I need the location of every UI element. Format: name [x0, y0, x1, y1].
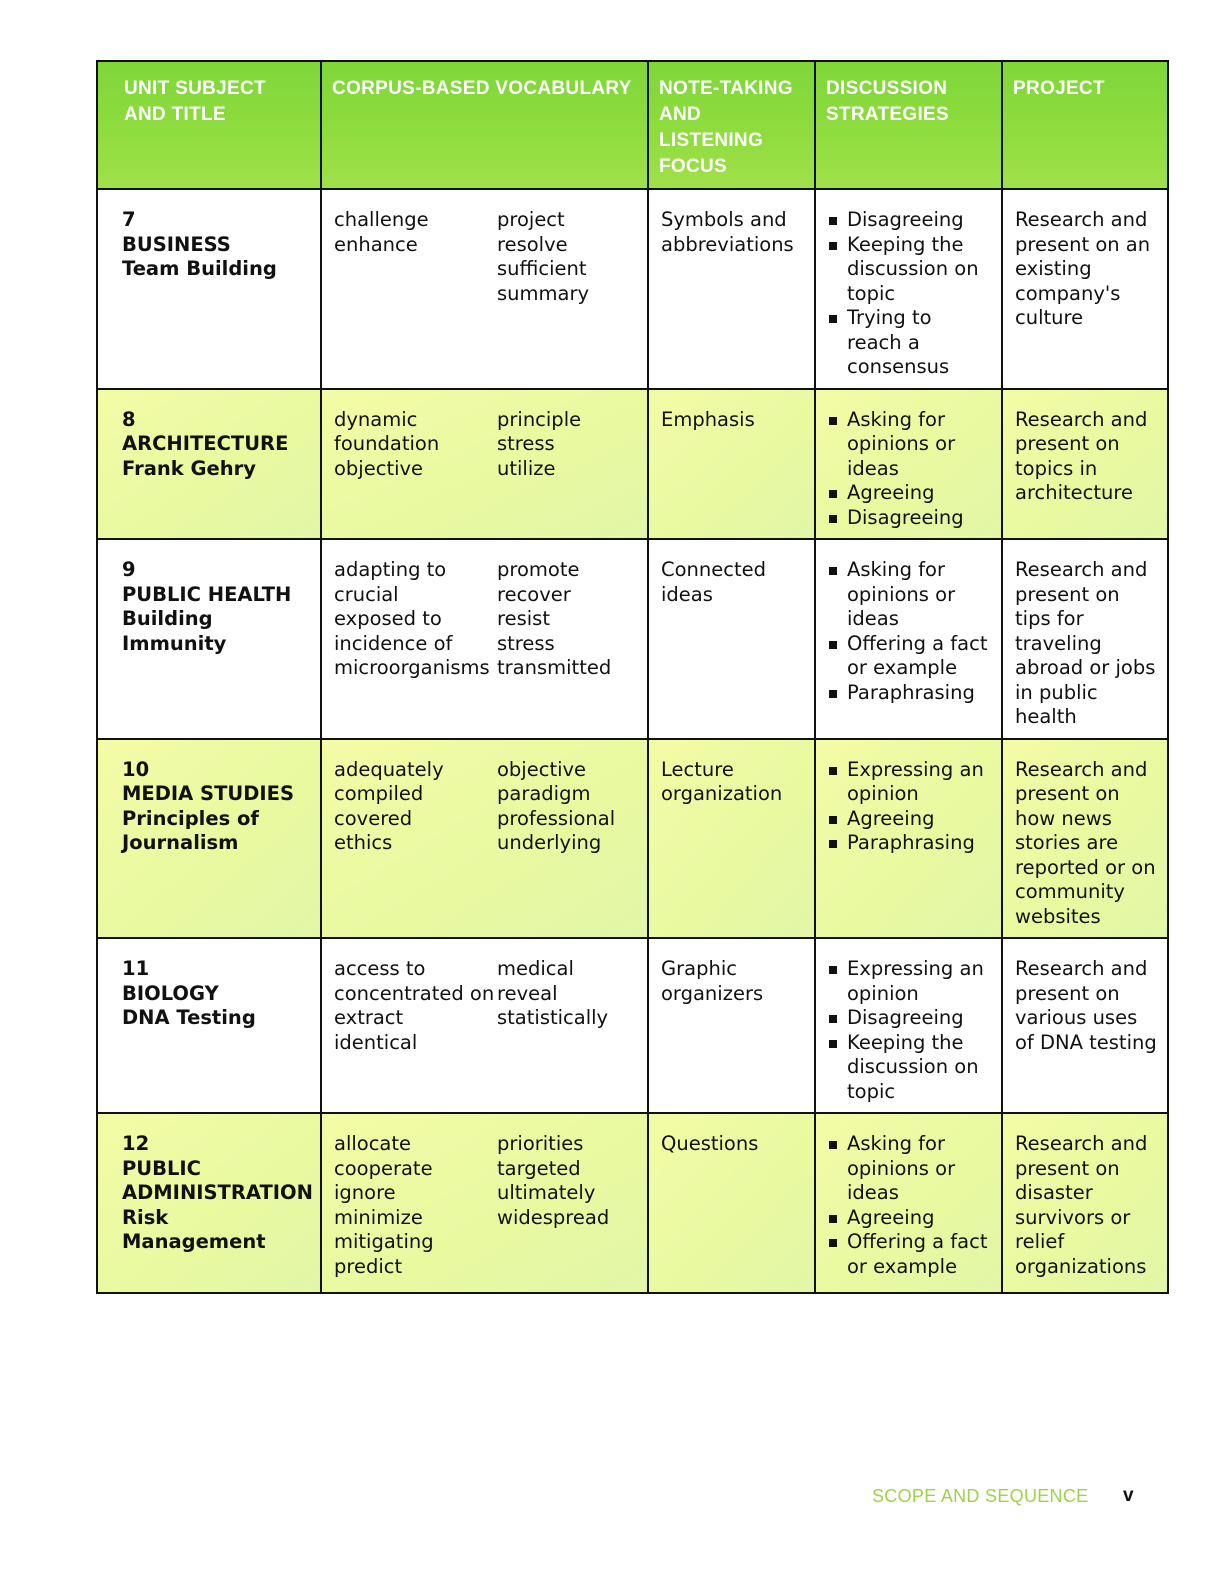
vocabulary-word: predict: [334, 1254, 403, 1278]
vocabulary-list: [334, 208, 497, 306]
vocabulary-word: paradigm: [497, 782, 591, 805]
vocabulary-word: reveal: [497, 981, 558, 1005]
vocabulary-list: [497, 758, 615, 856]
unit-cell: [97, 938, 321, 1113]
square-bullet-icon: [829, 690, 837, 698]
strategy-item: [828, 957, 991, 1006]
strategy-text: Paraphrasing: [847, 680, 975, 704]
strategy-item: [828, 681, 991, 706]
vocabulary-cell: [321, 389, 648, 540]
unit-cell: [97, 1113, 321, 1293]
unit-title: DNA Testing: [122, 1006, 256, 1029]
square-bullet-icon: [829, 816, 837, 824]
vocabulary-word: adequately: [334, 757, 444, 781]
unit-cell: [97, 389, 321, 540]
unit-subject: ARCHITECTURE: [122, 432, 289, 455]
vocabulary-word: concentrated on: [334, 981, 495, 1005]
strategy-item: [828, 807, 991, 832]
unit-title: Risk Management: [122, 1205, 266, 1253]
unit-subject: MEDIA STUDIES: [122, 782, 295, 805]
header-unit: UNIT SUBJECT AND TITLE: [97, 61, 321, 189]
vocabulary-cell: [321, 539, 648, 739]
listening-focus-cell: Questions: [648, 1113, 815, 1293]
discussion-strategies-cell: [815, 539, 1002, 739]
strategy-item: [828, 758, 991, 807]
strategy-text: Asking for opinions or ideas: [847, 1132, 956, 1204]
header-project: PROJECT: [1002, 61, 1168, 189]
project-cell: Research and present on topics in architecture: [1002, 389, 1168, 540]
vocabulary-list: [334, 957, 497, 1055]
vocabulary-columns: [334, 758, 637, 856]
vocabulary-word: exposed to: [334, 607, 442, 630]
strategy-text: Trying to reach a consensus: [847, 306, 950, 378]
strategy-list: [828, 957, 991, 1104]
project-cell: Research and present on tips for traveling abroad or jobs in public health: [1002, 539, 1168, 739]
header-vocabulary: CORPUS-BASED VOCABULARY: [321, 61, 648, 189]
vocabulary-word: foundation: [334, 432, 440, 455]
vocabulary-word: microorganisms: [334, 656, 490, 679]
strategy-list: [828, 408, 991, 531]
vocabulary-word: utilize: [497, 456, 556, 480]
table-header: [97, 61, 1168, 189]
vocabulary-list: [497, 408, 581, 482]
square-bullet-icon: [829, 840, 837, 848]
vocabulary-word: covered: [334, 806, 413, 830]
unit-title: Principles of Journalism: [122, 806, 259, 854]
strategy-text: Agreeing: [847, 806, 935, 830]
square-bullet-icon: [829, 1239, 837, 1247]
project-cell: Research and present on how news stories are reported or on community websites: [1002, 739, 1168, 939]
strategy-list: [828, 208, 991, 380]
listening-focus-cell: Graphic organizers: [648, 938, 815, 1113]
vocabulary-columns: [334, 208, 637, 306]
strategy-text: Agreeing: [847, 1205, 935, 1229]
unit-cell: [97, 189, 321, 389]
vocabulary-word: crucial: [334, 582, 399, 606]
vocabulary-word: promote: [497, 558, 580, 581]
unit-number: 11: [122, 957, 150, 980]
square-bullet-icon: [829, 1215, 837, 1223]
unit-number: 8: [122, 407, 136, 431]
header-note-taking: NOTE-TAKING AND LISTENING FOCUS: [648, 61, 815, 189]
footer-page-number: v: [1123, 1485, 1134, 1506]
vocabulary-list: [497, 1132, 609, 1279]
project-cell: Research and present on an existing company's culture: [1002, 189, 1168, 389]
strategy-item: [828, 1006, 991, 1031]
square-bullet-icon: [829, 1141, 837, 1149]
table-row: [97, 539, 1168, 739]
unit-title: Team Building: [122, 257, 277, 280]
strategy-item: [828, 1031, 991, 1105]
header-row: [97, 61, 1168, 189]
unit-number: 10: [122, 757, 150, 781]
strategy-item: [828, 558, 991, 632]
vocabulary-word: resist: [497, 607, 550, 630]
vocabulary-word: underlying: [497, 831, 602, 854]
strategy-text: Asking for opinions or ideas: [847, 407, 956, 480]
listening-focus-cell: Lecture organization: [648, 739, 815, 939]
discussion-strategies-cell: [815, 739, 1002, 939]
vocabulary-word: ultimately: [497, 1181, 596, 1204]
strategy-text: Offering a fact or example: [847, 1230, 988, 1278]
vocabulary-word: objective: [334, 456, 424, 480]
square-bullet-icon: [829, 641, 837, 649]
discussion-strategies-cell: [815, 1113, 1002, 1293]
vocabulary-word: stress: [497, 631, 555, 655]
vocabulary-word: access to: [334, 957, 426, 980]
unit-cell: [97, 739, 321, 939]
vocabulary-word: dynamic: [334, 407, 418, 431]
table-row: [97, 189, 1168, 389]
table-row: [97, 389, 1168, 540]
square-bullet-icon: [829, 1015, 837, 1023]
vocabulary-word: statistically: [497, 1006, 609, 1029]
strategy-item: [828, 233, 991, 307]
vocabulary-word: identical: [334, 1030, 418, 1054]
unit-subject: PUBLIC HEALTH: [122, 582, 292, 606]
square-bullet-icon: [829, 217, 837, 225]
vocabulary-columns: [334, 1132, 637, 1279]
strategy-item: [828, 306, 991, 380]
vocabulary-word: professional: [497, 806, 616, 830]
scope-and-sequence-table: [96, 60, 1169, 1294]
square-bullet-icon: [829, 966, 837, 974]
vocabulary-columns: [334, 408, 637, 482]
strategy-text: Expressing an opinion: [847, 757, 984, 805]
vocabulary-word: compiled: [334, 782, 424, 805]
strategy-item: [828, 632, 991, 681]
vocabulary-word: project: [497, 208, 565, 231]
vocabulary-word: enhance: [334, 232, 418, 256]
vocabulary-word: incidence of: [334, 631, 453, 655]
vocabulary-word: sufficient: [497, 257, 587, 280]
unit-title: Building Immunity: [122, 607, 227, 655]
vocabulary-word: ethics: [334, 831, 393, 854]
strategy-text: Agreeing: [847, 481, 935, 504]
square-bullet-icon: [829, 490, 837, 498]
strategy-item: [828, 1230, 991, 1279]
strategy-item: [828, 481, 991, 506]
vocabulary-word: principle: [497, 407, 582, 431]
vocabulary-word: resolve: [497, 232, 568, 256]
vocabulary-list: [334, 558, 497, 681]
strategy-text: Offering a fact or example: [847, 631, 988, 679]
project-cell: Research and present on disaster survivors or relief organizations: [1002, 1113, 1168, 1293]
listening-focus-cell: Emphasis: [648, 389, 815, 540]
vocabulary-word: recover: [497, 582, 571, 606]
vocabulary-word: mitigating: [334, 1230, 434, 1253]
vocabulary-word: widespread: [497, 1205, 610, 1229]
unit-number: 12: [122, 1132, 150, 1155]
table-body: [97, 189, 1168, 1293]
vocabulary-word: challenge: [334, 208, 429, 231]
strategy-item: [828, 1206, 991, 1231]
strategy-list: [828, 758, 991, 856]
listening-focus-cell: Connected ideas: [648, 539, 815, 739]
table-row: [97, 1113, 1168, 1293]
header-discussion: DISCUSSION STRATEGIES: [815, 61, 1002, 189]
vocabulary-cell: [321, 739, 648, 939]
vocabulary-cell: [321, 1113, 648, 1293]
strategy-text: Disagreeing: [847, 208, 964, 231]
listening-focus-cell: Symbols and abbreviations: [648, 189, 815, 389]
vocabulary-word: objective: [497, 757, 587, 781]
vocabulary-word: targeted: [497, 1156, 581, 1180]
vocabulary-columns: [334, 957, 637, 1055]
strategy-text: Disagreeing: [847, 1006, 964, 1029]
strategy-list: [828, 1132, 991, 1279]
unit-number: 9: [122, 558, 136, 581]
strategy-list: [828, 558, 991, 705]
discussion-strategies-cell: [815, 389, 1002, 540]
square-bullet-icon: [829, 767, 837, 775]
vocabulary-list: [334, 1132, 497, 1279]
unit-subject: PUBLIC ADMINISTRATION: [122, 1156, 313, 1204]
strategy-item: [828, 831, 991, 856]
vocabulary-word: transmitted: [497, 656, 612, 679]
strategy-text: Paraphrasing: [847, 831, 975, 854]
square-bullet-icon: [829, 242, 837, 250]
square-bullet-icon: [829, 417, 837, 425]
vocabulary-word: cooperate: [334, 1156, 433, 1180]
strategy-item: [828, 506, 991, 531]
vocabulary-word: minimize: [334, 1205, 423, 1229]
unit-subject: BIOLOGY: [122, 981, 219, 1005]
strategy-text: Keeping the discussion on topic: [847, 1030, 979, 1103]
strategy-text: Disagreeing: [847, 505, 964, 529]
vocabulary-cell: [321, 189, 648, 389]
square-bullet-icon: [829, 515, 837, 523]
footer-section-label: SCOPE AND SEQUENCE: [872, 1486, 1089, 1506]
vocabulary-cell: [321, 938, 648, 1113]
strategy-item: [828, 208, 991, 233]
unit-cell: [97, 539, 321, 739]
vocabulary-columns: [334, 558, 637, 681]
discussion-strategies-cell: [815, 938, 1002, 1113]
square-bullet-icon: [829, 567, 837, 575]
vocabulary-word: allocate: [334, 1132, 412, 1155]
strategy-text: Asking for opinions or ideas: [847, 558, 956, 630]
unit-subject: BUSINESS: [122, 232, 231, 256]
square-bullet-icon: [829, 315, 837, 323]
vocabulary-word: ignore: [334, 1181, 396, 1204]
strategy-item: [828, 408, 991, 482]
project-cell: Research and present on various uses of DNA testing: [1002, 938, 1168, 1113]
table-row: [97, 739, 1168, 939]
strategy-text: Expressing an opinion: [847, 957, 984, 1005]
vocabulary-list: [334, 408, 497, 482]
vocabulary-word: summary: [497, 281, 590, 305]
unit-number: 7: [122, 208, 136, 231]
strategy-item: [828, 1132, 991, 1206]
discussion-strategies-cell: [815, 189, 1002, 389]
vocabulary-list: [497, 208, 589, 306]
square-bullet-icon: [829, 1040, 837, 1048]
vocabulary-word: extract: [334, 1006, 404, 1029]
vocabulary-word: adapting to: [334, 558, 447, 581]
vocabulary-list: [334, 758, 497, 856]
strategy-text: Keeping the discussion on topic: [847, 232, 979, 305]
vocabulary-word: priorities: [497, 1132, 584, 1155]
unit-title: Frank Gehry: [122, 456, 256, 480]
vocabulary-word: stress: [497, 432, 555, 455]
vocabulary-list: [497, 558, 611, 681]
vocabulary-word: medical: [497, 957, 574, 980]
vocabulary-list: [497, 957, 608, 1055]
table-row: [97, 938, 1168, 1113]
